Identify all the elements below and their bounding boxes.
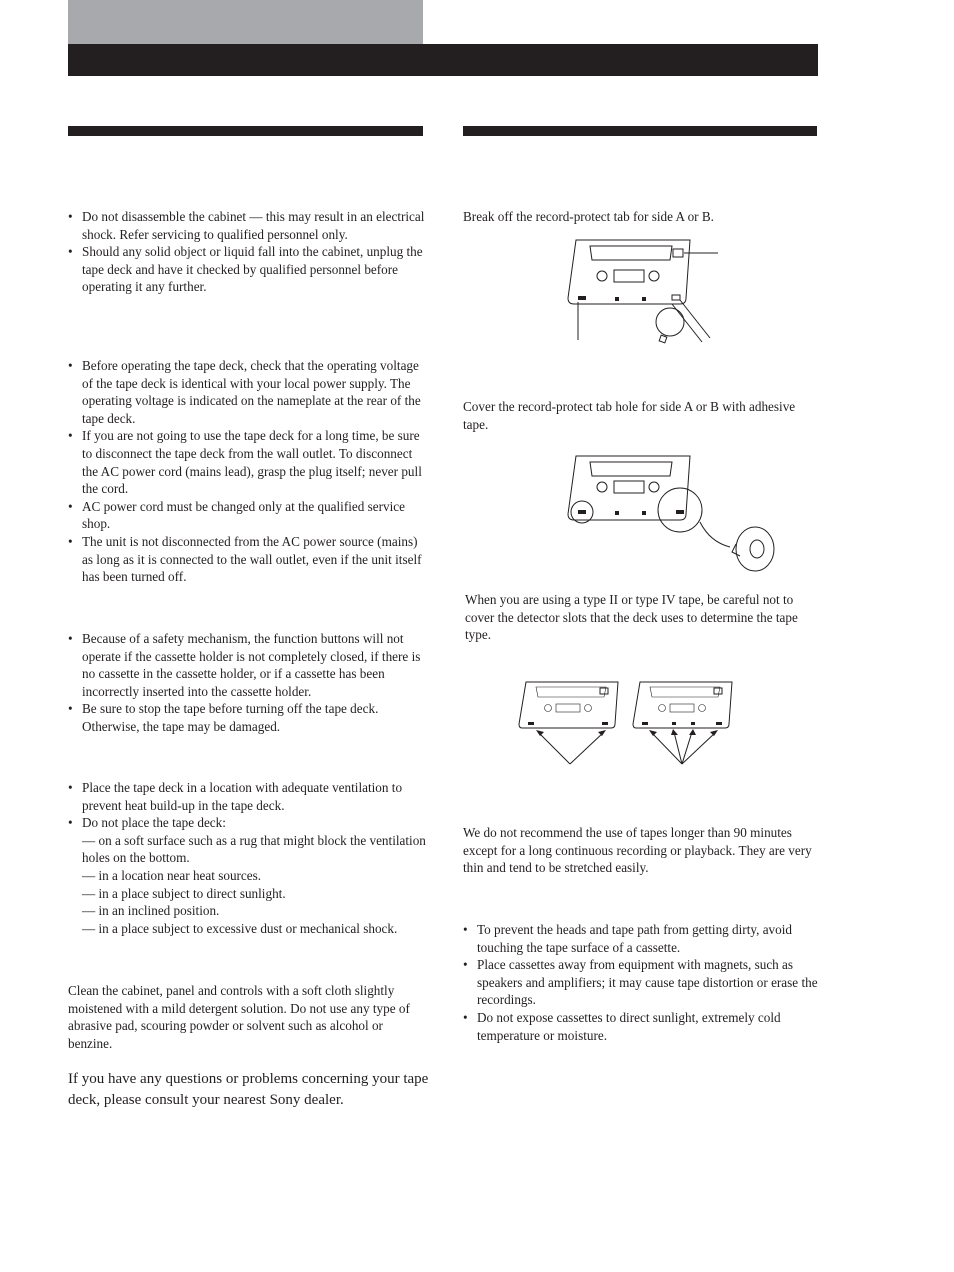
longtape-text: We do not recommend the use of tapes longer than 90 minutes except for a long continuous recording or playback. They are very thin and tend to be stretched easily. [463,825,812,876]
list-item: • If you are not going to use the tape deck for a long time, be sure to disconnect the tape deck from the wall outlet. To disconnect the AC power cord (mains lead), grasp the plug itself; never pull the cord. [68,427,428,497]
power-list [68,357,428,586]
list-subitem: — in an inclined position. [82,903,220,919]
protect-paragraph: Break off the record-protect tab for side A or B. [463,209,714,224]
list-item: • Be sure to stop the tape before turning off the tape deck. Otherwise, the tape may be damaged. [68,700,428,735]
safety-list [68,208,428,296]
list-item: • Do not expose cassettes to direct sunlight, extremely cold temperature or moisture. [463,1009,819,1044]
list-item: • The unit is not disconnected from the AC power source (mains) as long as it is connected to the wall outlet, even if the unit itself has been turned off. [68,533,428,586]
list-subitem: — in a place subject to excessive dust or mechanical shock. [82,920,398,936]
list-item: • Should any solid object or liquid fall into the cabinet, unplug the tape deck and have it checked by qualified personnel before operating it any further. [68,243,428,296]
cassette-care-list [463,921,819,1044]
list-item: • Before operating the tape deck, check that the operating voltage of the tape deck is identical with your local power supply. The operating voltage is indicated on the nameplate at the rear of the tape deck. [68,357,428,427]
list-item: • AC power cord must be changed only at the qualified service shop. [68,498,428,533]
list-item: • Because of a safety mechanism, the function buttons will not operate if the cassette holder is not completely closed, if there is no cassette in the cassette holder, or if a cassette has been incorrectly inserted into the cassette holder. [68,630,428,700]
right-section-rule [463,126,817,136]
operation-list [68,630,428,736]
tapetype-paragraph: When you are using a type II or type IV tape, be careful not to cover the detector slots that the deck uses to determine the tape type. [465,592,798,643]
list-item: • Place cassettes away from equipment with magnets, such as speakers and amplifiers; it may cause tape distortion or erase the recordings. [463,956,819,1009]
longtape-paragraph [463,824,819,877]
list-item: • Do not place the tape deck: [68,814,430,832]
cassette-break-tab-figure [560,236,730,348]
cassette-detector-slots-figure [518,680,743,770]
header-bar [68,44,818,76]
cover-paragraph: Cover the record-protect tab hole for side A or B with adhesive tape. [463,399,796,432]
dealer-paragraph: If you have any questions or problems concerning your tape deck, please consult your nearest Sony dealer. [68,1071,429,1108]
list-item: • Do not disassemble the cabinet — this may result in an electrical shock. Refer servicing to qualified personnel only. [68,208,428,243]
left-section-rule [68,126,423,136]
list-subitem: — on a soft surface such as a rug that might block the ventilation holes on the bottom. [82,832,426,866]
list-subitem: — in a place subject to direct sunlight. [82,885,286,901]
list-item: • To prevent the heads and tape path from getting dirty, avoid touching the tape surface of a cassette. [463,921,819,956]
list-item: • Place the tape deck in a location with adequate ventilation to prevent heat build-up in the tape deck. [68,779,430,814]
cleaning-paragraph: Clean the cabinet, panel and controls with a soft cloth slightly moistened with a mild detergent solution. Do not use any type of abrasive pad, scouring powder or solvent such as alcohol or benzine. [68,983,410,1051]
cassette-adhesive-tape-figure [560,452,780,577]
placement-list [68,779,430,937]
header-tab [68,0,423,44]
list-subitem: — in a location near heat sources. [82,867,262,883]
